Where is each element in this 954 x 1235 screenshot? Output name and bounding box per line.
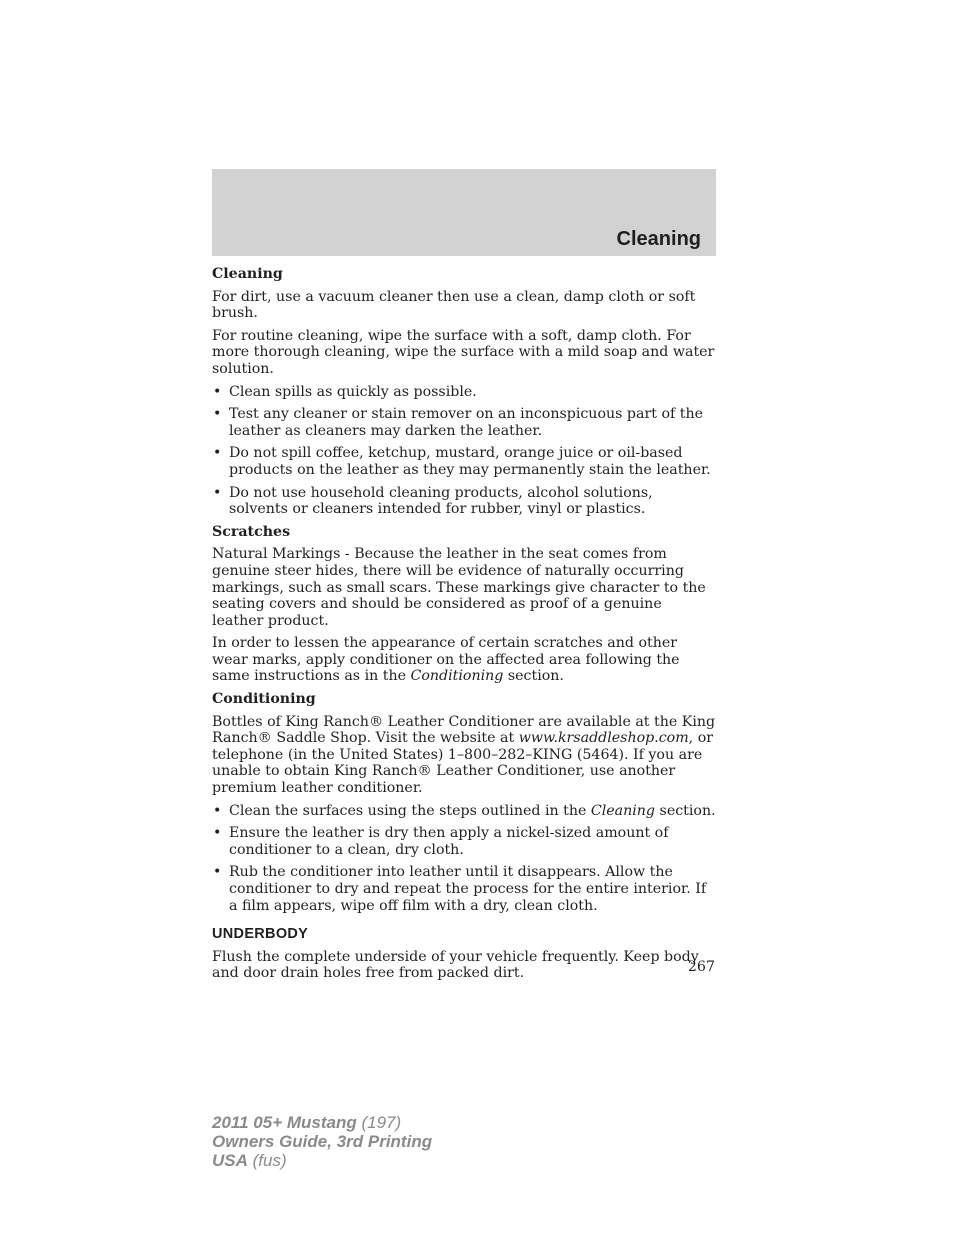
paragraph: For dirt, use a vacuum cleaner then use a clean, damp cloth or soft brush. — [212, 288, 696, 322]
text-run: section. — [655, 802, 716, 819]
text-run: Clean the surfaces using the steps outlined in the — [229, 802, 591, 819]
section-title: Cleaning — [616, 228, 701, 250]
footer-market-code: (fus) — [247, 1151, 287, 1170]
footer-edition-info — [212, 1113, 432, 1170]
list-item: • Clean spills as quickly as possible. — [212, 384, 716, 401]
text-run: section. — [503, 668, 564, 685]
paragraph: Natural Markings - Because the leather in the seat comes from genuine steer hides, there will be evidence of naturally occurring markings, such as small scars. These markings give character to the seating covers and should be considered as proof of a genuine leather product. — [212, 546, 706, 629]
paragraph: For routine cleaning, wipe the surface with a soft, damp cloth. For more thorough cleaning, wipe the surface with a mild soap and water solution. — [212, 327, 715, 377]
paragraph: Flush the complete underside of your vehicle frequently. Keep body and door drain holes free from packed dirt. — [212, 948, 699, 982]
heading-underbody: UNDERBODY — [212, 926, 309, 943]
cross-reference: Conditioning — [410, 668, 504, 685]
footer-code: (197) — [356, 1113, 402, 1132]
page-number: 267 — [687, 959, 715, 975]
footer-printing: Owners Guide, 3rd Printing — [212, 1132, 433, 1151]
footer-line — [212, 1113, 432, 1132]
page-content — [212, 266, 716, 988]
list-item — [212, 803, 716, 820]
conditioning-bullet-list — [212, 803, 716, 915]
heading-cleaning: Cleaning — [212, 266, 283, 282]
list-item: • Test any cleaner or stain remover on an inconspicuous part of the leather as cleaners may darken the leather. — [212, 406, 716, 439]
cross-reference: Cleaning — [590, 802, 656, 819]
list-item: • Do not use household cleaning products, alcohol solutions, solvents or cleaners intended for rubber, vinyl or plastics. — [212, 485, 716, 518]
footer-line — [212, 1132, 432, 1151]
heading-scratches: Scratches — [212, 523, 291, 540]
footer-model: 2011 05+ Mustang — [212, 1113, 357, 1132]
cleaning-bullet-list — [212, 384, 716, 518]
heading-conditioning: Conditioning — [212, 691, 316, 708]
text-run: In order to lessen the appearance of certain scratches and other wear marks, apply conditioner on the affected area following the same instructions as in the — [212, 635, 680, 685]
list-item: • Rub the conditioner into leather until it disappears. Allow the conditioner to dry and repeat the process for the entire interior. If a film appears, wipe off film with a dry, clean cloth. — [212, 864, 716, 914]
paragraph — [212, 714, 716, 797]
footer-market: USA — [212, 1151, 248, 1170]
website-link[interactable]: www.krsaddleshop.com — [518, 730, 689, 747]
footer-line — [212, 1151, 432, 1170]
text-run: , or telephone (in the United States) 1–800–282–KING (5464). If you are unable to obtain King Ranch® Leather Conditioner, use another premium leather conditioner. — [212, 730, 714, 797]
section-header-band — [212, 169, 716, 256]
text-run: Bottles of King Ranch® Leather Conditioner are available at the King Ranch® Saddle Shop. Visit the website at — [212, 713, 716, 747]
list-item: • Ensure the leather is dry then apply a nickel-sized amount of conditioner to a clean, dry cloth. — [212, 825, 716, 858]
list-item: • Do not spill coffee, ketchup, mustard, orange juice or oil-based products on the leather as they may permanently stain the leather. — [212, 445, 716, 478]
paragraph — [212, 635, 716, 685]
